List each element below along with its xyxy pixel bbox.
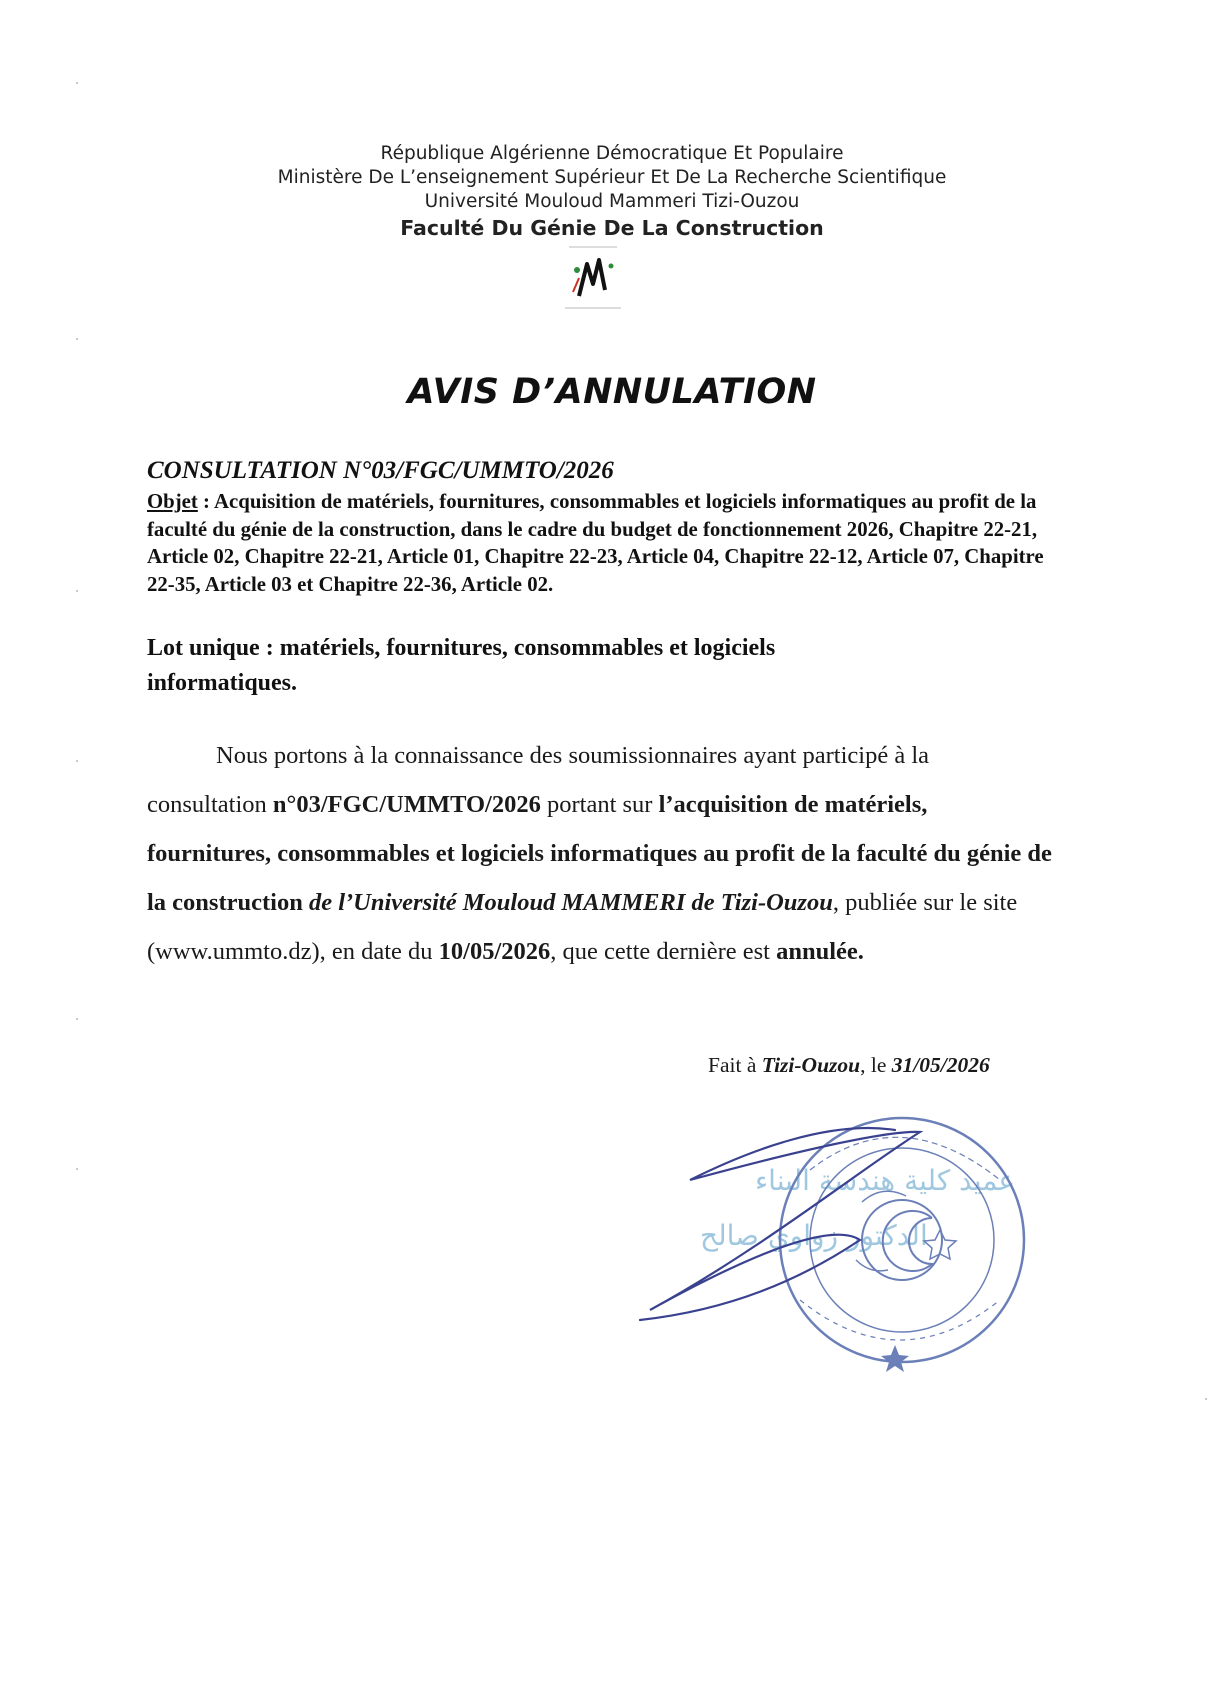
objet-separator: : <box>197 490 215 513</box>
letterhead-university: Université Mouloud Mammeri Tizi-Ouzou <box>424 191 800 212</box>
university-logo-icon <box>555 244 631 312</box>
fait-place: Tizi-Ouzou <box>761 1053 861 1077</box>
fait-prefix: Fait à <box>708 1053 762 1077</box>
notice-subject: l’acquisition de matériels, fournitures, consommables et logiciels informatiques au profit de la faculté du génie de la construction <box>147 791 1052 916</box>
notice-paragraph <box>147 731 1052 976</box>
notice-text-5: , que cette dernière est <box>550 938 777 965</box>
cancellation-status: annulée. <box>776 938 864 965</box>
publication-date: 10/05/2026 <box>438 938 551 965</box>
objet-paragraph <box>147 488 1062 598</box>
lot-line: Lot unique : matériels, fournitures, consommables et logiciels informatiques. <box>147 635 776 696</box>
objet-text: Acquisition de matériels, fournitures, consommables et logiciels informatiques au profit de la faculté du génie de la construction, dans le cadre du budget de fonctionnement 2026, Chapitre 22-21, Article 02, Chapitre 22-21, Article 01, Chapitre 22-23, Article 04, Chapitre 22-12, Article 07, Chapitre 22-35, Article 03 et Chapitre 22-36, Article 02. <box>147 490 1044 596</box>
letterhead-ministry: Ministère De L’enseignement Supérieur Et De La Recherche Scientifique <box>277 167 947 188</box>
fait-mid: , le <box>860 1053 892 1077</box>
consultation-number: CONSULTATION N°03/FGC/UMMTO/2026 <box>147 457 614 484</box>
notice-city: Ouzou <box>766 889 833 916</box>
letterhead-faculty: Faculté Du Génie De La Construction <box>400 216 824 240</box>
letterhead <box>0 142 1224 240</box>
notice-text-4: , publiée sur le site (www.ummto.dz), en date du <box>147 889 1018 965</box>
notice-text-1: Nous portons à la connaissance des soumissionnaires ayant participé à la consultation <box>147 742 930 818</box>
letterhead-republic: République Algérienne Démocratique Et Populaire <box>380 143 844 164</box>
stamp-line-title: عميد كلية هندسة البناء <box>755 1164 1016 1197</box>
stamp-line-name: الدكتور زواوي صالح <box>700 1219 928 1252</box>
notice-text-2: portant sur <box>540 791 659 818</box>
place-date-line <box>708 1053 990 1078</box>
document-title: AVIS D’ANNULATION <box>407 372 817 412</box>
notice-reference: n°03/FGC/UMMTO/2026 <box>272 791 541 818</box>
stamp-and-signature <box>500 1110 1040 1380</box>
objet-label: Objet <box>147 490 198 513</box>
notice-university: de l’Université Mouloud MAMMERI de Tizi- <box>308 889 767 916</box>
fait-date: 31/05/2026 <box>891 1053 990 1077</box>
